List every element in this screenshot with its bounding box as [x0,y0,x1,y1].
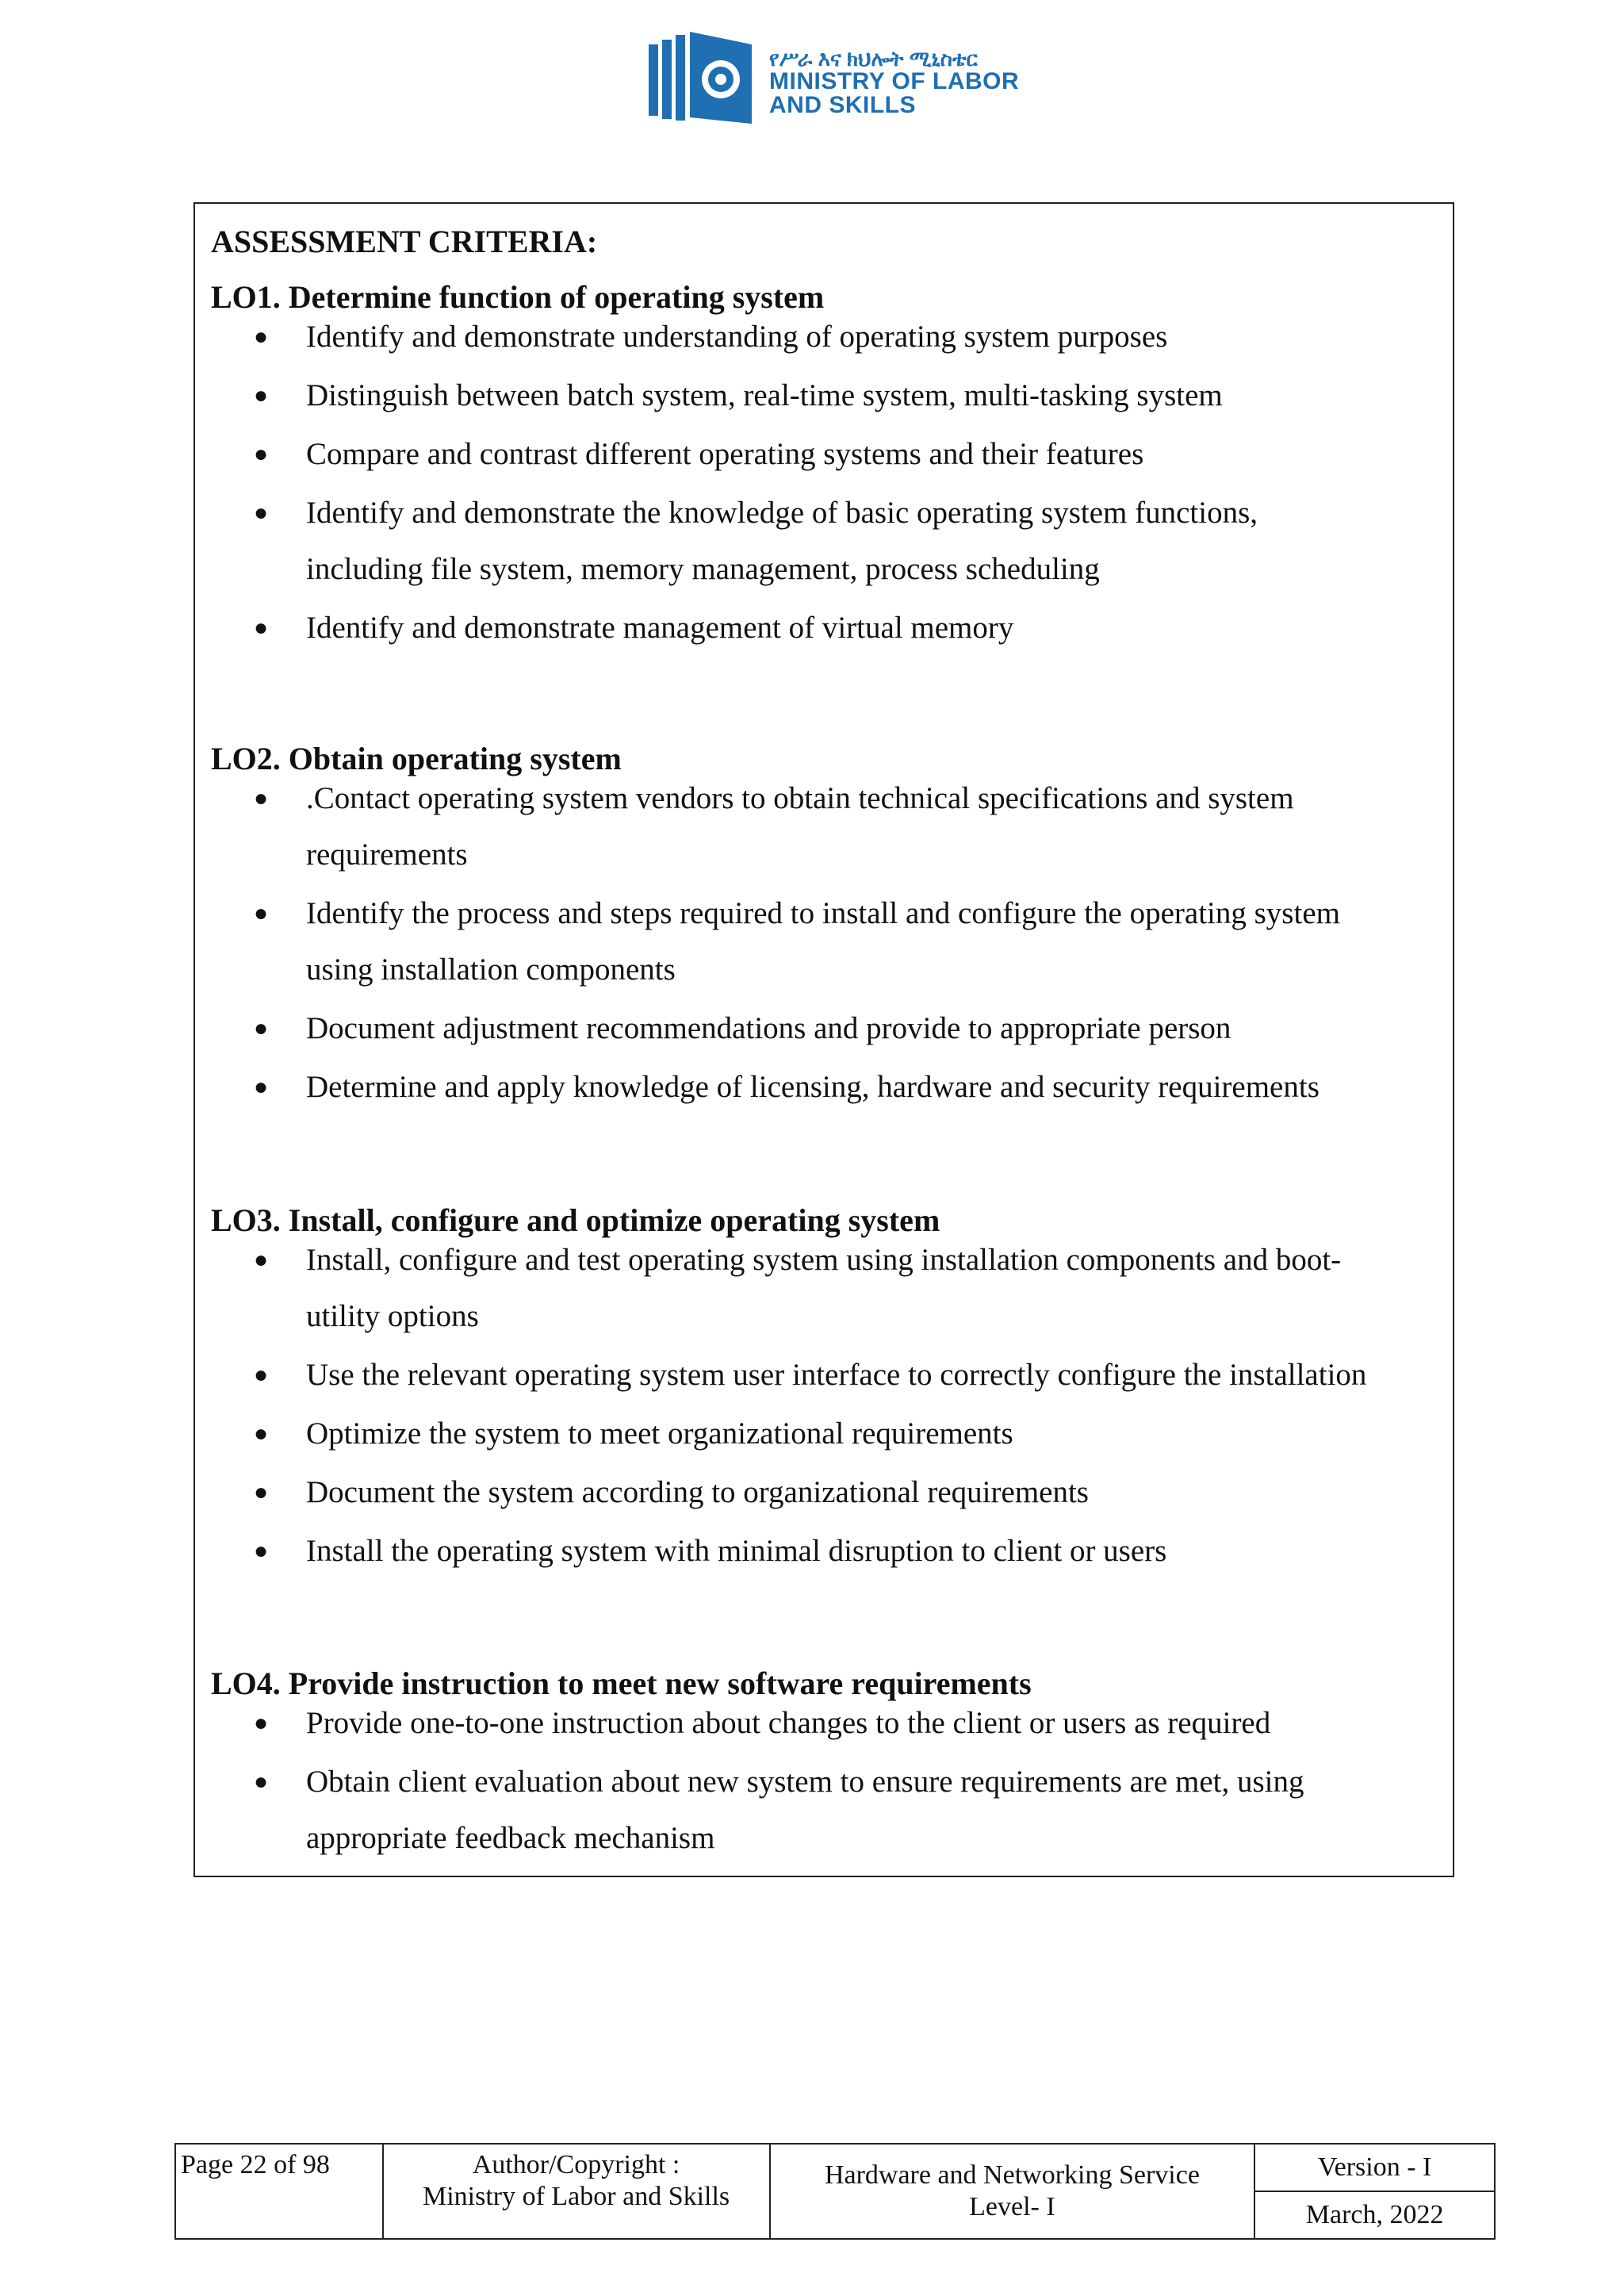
criteria-item-text: utility options [306,1299,479,1333]
author-name: Ministry of Labor and Skills [422,2182,730,2211]
bullet-icon: ● [254,500,269,526]
assessment-criteria-title: ASSESSMENT CRITERIA: [211,224,598,259]
footer-title-line-1: Hardware and Networking Service [824,2160,1200,2190]
bullet-icon: ● [254,324,269,350]
criteria-item-text: Identify and demonstrate understanding of operating system purposes [306,320,1168,354]
bullet-icon: ● [254,441,269,467]
bullet-icon: ● [254,1479,269,1505]
criteria-item-text: Provide one-to-one instruction about changes to the client or users as required [306,1706,1271,1740]
criteria-item-text: Install the operating system with minimal disruption to client or users [306,1534,1167,1568]
criteria-item-text: Install, configure and test operating system using installation components and boot- [306,1243,1342,1277]
bullet-icon: ● [254,1015,269,1041]
section-heading-lo2: LO2. Obtain operating system [211,741,622,776]
criteria-item-text: Document the system according to organizational requirements [306,1475,1089,1509]
bullet-icon: ● [254,1420,269,1447]
author-label: Author/Copyright : [472,2150,680,2179]
ministry-logo-icon [649,30,756,125]
bullet-icon: ● [254,785,269,811]
criteria-item-text: Compare and contrast different operating systems and their features [306,437,1144,471]
bullet-icon: ● [254,1538,269,1564]
criteria-item-text: using installation components [306,953,676,987]
criteria-item-text: Identify and demonstrate management of virtual memory [306,611,1014,645]
criteria-item-text: including file system, memory management, process scheduling [306,552,1100,586]
criteria-item-text: Obtain client evaluation about new system to ensure requirements are met, using [306,1765,1304,1799]
criteria-item-text: requirements [306,838,468,872]
section-heading-lo3: LO3. Install, configure and optimize operating system [211,1202,940,1238]
bullet-icon: ● [254,1247,269,1273]
ministry-logo [649,30,1029,125]
bullet-icon: ● [254,615,269,641]
criteria-item-text: appropriate feedback mechanism [306,1821,715,1855]
criteria-item-text: Identify the process and steps required to install and configure the operating system [306,896,1340,930]
criteria-item-text: Document adjustment recommendations and provide to appropriate person [306,1011,1231,1045]
assessment-criteria-box [193,202,1454,1877]
footer-author [383,2144,770,2239]
bullet-icon: ● [254,1074,269,1100]
criteria-item-text: Distinguish between batch system, real-time system, multi-tasking system [306,378,1223,412]
footer-version: Version - I [1254,2144,1495,2191]
footer-date: March, 2022 [1254,2191,1495,2239]
criteria-item-text: Optimize the system to meet organizational requirements [306,1416,1013,1451]
section-heading-lo1: LO1. Determine function of operating system [211,279,825,315]
bullet-icon: ● [254,1710,269,1736]
criteria-item-text: Identify and demonstrate the knowledge of basic operating system functions, [306,496,1258,530]
bullet-icon: ● [254,1362,269,1388]
criteria-item-text: Determine and apply knowledge of licensing, hardware and security requirements [306,1070,1320,1104]
footer-title [770,2144,1255,2239]
page-number: Page 22 of 98 [175,2144,383,2239]
bullet-icon: ● [254,382,269,408]
page-footer [174,2143,1496,2240]
section-heading-lo4: LO4. Provide instruction to meet new software requirements [211,1665,1032,1701]
criteria-item-text: Use the relevant operating system user interface to correctly configure the installation [306,1358,1367,1392]
bullet-icon: ● [254,1769,269,1795]
logo-amharic-text: የሥራ እና ክህሎት ሚኒስቴር [769,47,978,71]
criteria-item-text: .Contact operating system vendors to obtain technical specifications and system [306,781,1294,815]
logo-line-2: AND SKILLS [769,92,916,118]
logo-line-1: MINISTRY OF LABOR [769,68,1020,94]
bullet-icon: ● [254,900,269,926]
footer-title-line-2: Level- I [969,2192,1055,2221]
